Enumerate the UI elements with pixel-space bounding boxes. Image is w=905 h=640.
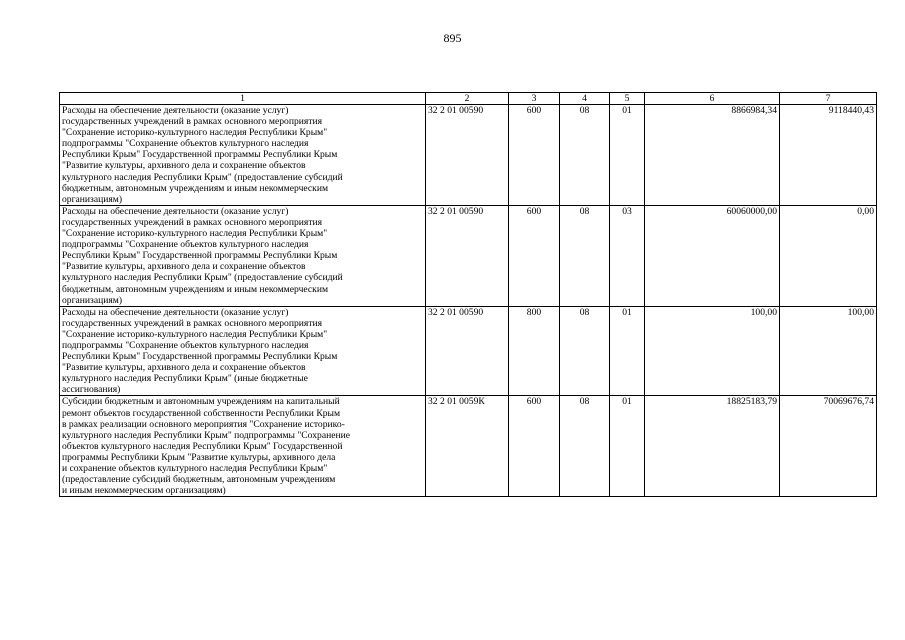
row-code: 32 2 01 00590 <box>426 105 509 206</box>
row-col3: 800 <box>509 306 560 396</box>
description-line: бюджетным, автономным учреждениям и иным некоммерческим <box>62 182 329 194</box>
description-line: культурного наследия Республики Крым" (предоставление субсидий <box>62 272 343 284</box>
row-col3: 600 <box>509 396 560 497</box>
budget-table <box>59 92 877 497</box>
description-line: Республики Крым" Государственной программы Республики Крым <box>62 351 338 363</box>
description-line: государственных учреждений в рамках основного мероприятия <box>62 116 323 128</box>
description-line: культурного наследия Республики Крым" (предоставление субсидий <box>62 171 343 183</box>
description-line: "Развитие культуры, архивного дела и сохранение объектов <box>62 362 306 374</box>
row-col4: 08 <box>560 306 610 396</box>
row-amount-col6: 60060000,00 <box>645 205 780 306</box>
row-amount-col6: 100,00 <box>645 306 780 396</box>
row-col4: 08 <box>560 396 610 497</box>
description-line: государственных учреждений в рамках основного мероприятия <box>62 317 323 329</box>
description-line: подпрограммы "Сохранение объектов культурного наследия <box>62 239 309 251</box>
description-line: "Сохранение историко-культурного наследия Республики Крым" <box>62 328 328 340</box>
header-col-2: 2 <box>426 93 509 105</box>
row-amount-col7: 9118440,43 <box>780 105 877 206</box>
row-col5: 03 <box>610 205 645 306</box>
description-line: бюджетным, автономным учреждениям и иным некоммерческим <box>62 283 329 295</box>
row-col4: 08 <box>560 205 610 306</box>
row-col5: 01 <box>610 306 645 396</box>
header-col-7: 7 <box>780 93 877 105</box>
row-description <box>60 306 426 396</box>
row-code: 32 2 01 0059К <box>426 396 509 497</box>
header-row <box>60 93 877 105</box>
description-line: "Сохранение историко-культурного наследия Республики Крым" <box>62 127 328 139</box>
row-amount-col7: 100,00 <box>780 306 877 396</box>
description-line: программы Республики Крым "Развитие культуры, архивного дела <box>62 451 336 463</box>
row-amount-col7: 0,00 <box>780 205 877 306</box>
description-line: государственных учреждений в рамках основного мероприятия <box>62 216 323 228</box>
header-col-1: 1 <box>60 93 426 105</box>
header-col-4: 4 <box>560 93 610 105</box>
row-amount-col7: 70069676,74 <box>780 396 877 497</box>
header-col-6: 6 <box>645 93 780 105</box>
row-col3: 600 <box>509 205 560 306</box>
row-description <box>60 105 426 206</box>
description-line: подпрограммы "Сохранение объектов культурного наследия <box>62 138 309 150</box>
table-row <box>60 105 877 206</box>
header-col-5: 5 <box>610 93 645 105</box>
description-line: Республики Крым" Государственной программы Республики Крым <box>62 149 338 161</box>
row-col5: 01 <box>610 396 645 497</box>
row-col5: 01 <box>610 105 645 206</box>
row-col3: 600 <box>509 105 560 206</box>
description-line: (предоставление субсидий бюджетным, автономным учреждениям <box>62 474 336 486</box>
description-line: организациям) <box>62 193 123 205</box>
description-line: Расходы на обеспечение деятельности (оказание услуг) <box>62 105 289 116</box>
description-line: Субсидии бюджетным и автономным учреждениям на капитальный <box>62 396 340 408</box>
description-line: Расходы на обеспечение деятельности (оказание услуг) <box>62 205 289 217</box>
header-col-3: 3 <box>509 93 560 105</box>
table-row <box>60 396 877 497</box>
description-line: Республики Крым" Государственной программы Республики Крым <box>62 250 338 262</box>
row-code: 32 2 01 00590 <box>426 205 509 306</box>
row-description <box>60 396 426 497</box>
description-line: "Развитие культуры, архивного дела и сохранение объектов <box>62 261 306 273</box>
description-line: организациям) <box>62 294 123 306</box>
row-code: 32 2 01 00590 <box>426 306 509 396</box>
description-line: культурного наследия Республики Крым" (иные бюджетные <box>62 373 308 385</box>
description-line: в рамках реализации основного мероприятия "Сохранение историко- <box>62 418 345 430</box>
description-line: и сохранение объектов культурного наследия Республики Крым" <box>62 463 328 474</box>
description-line: объектов культурного наследия Республики Крым" Государственной <box>62 440 343 452</box>
description-line: и иным некоммерческим организациям) <box>62 485 226 497</box>
row-col4: 08 <box>560 105 610 206</box>
row-description <box>60 205 426 306</box>
description-line: "Сохранение историко-культурного наследия Республики Крым" <box>62 228 328 240</box>
description-line: ремонт объектов государственной собственности Республики Крым <box>62 407 341 419</box>
page-number: 895 <box>443 31 462 45</box>
table-row <box>60 205 877 306</box>
description-line: культурного наследия Республики Крым" подпрограммы "Сохранение <box>62 429 351 441</box>
description-line: подпрограммы "Сохранение объектов культурного наследия <box>62 339 309 351</box>
description-line: ассигнования) <box>62 384 121 396</box>
description-line: "Развитие культуры, архивного дела и сохранение объектов <box>62 160 306 172</box>
table-row <box>60 306 877 396</box>
row-amount-col6: 8866984,34 <box>645 105 780 206</box>
description-line: Расходы на обеспечение деятельности (оказание услуг) <box>62 306 289 318</box>
row-amount-col6: 18825183,79 <box>645 396 780 497</box>
